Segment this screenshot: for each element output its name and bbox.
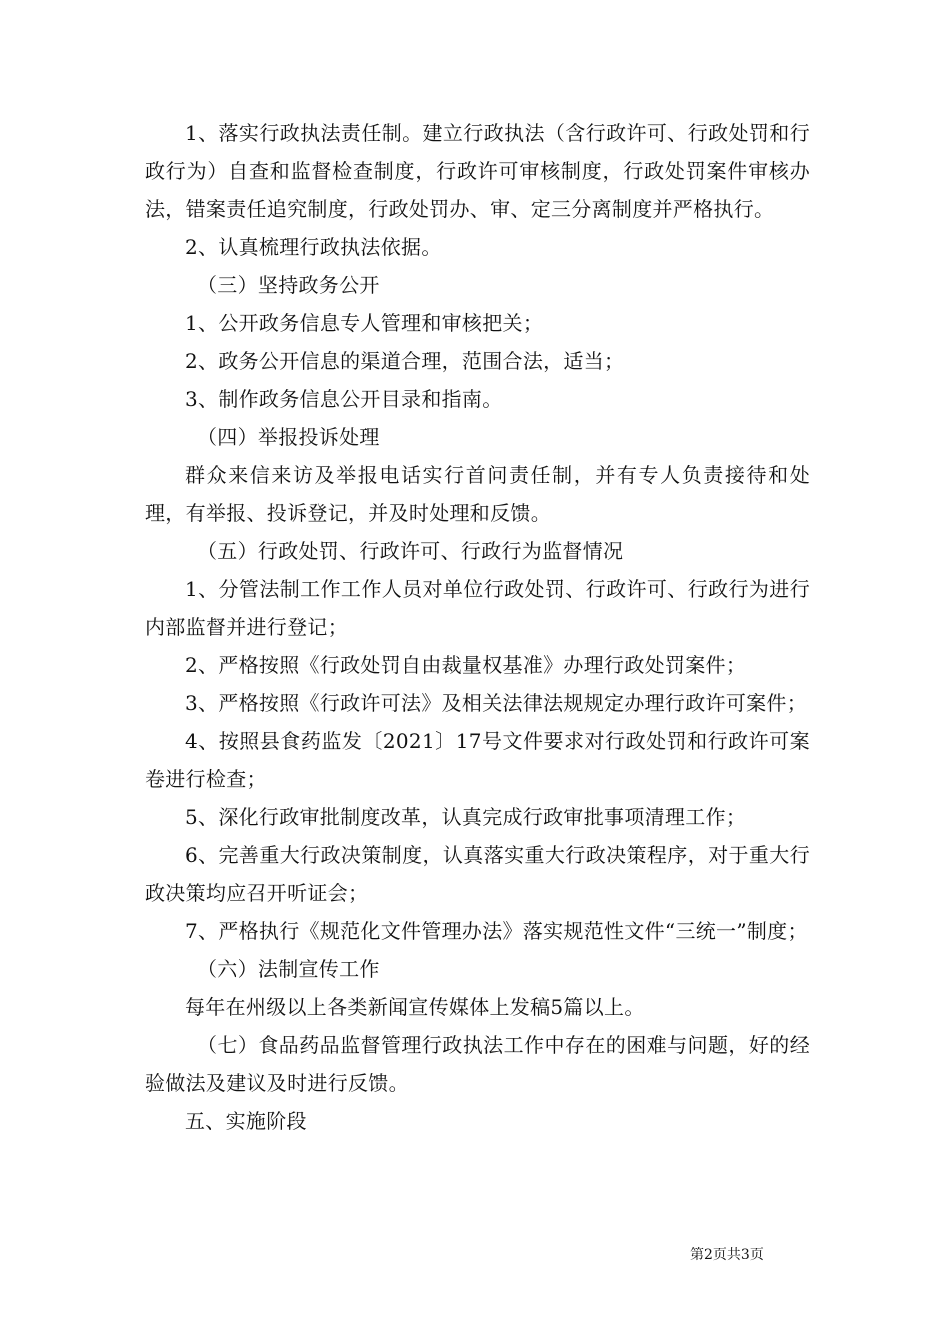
paragraph-18: 每年在州级以上各类新闻宣传媒体上发稿5篇以上。 (185, 995, 645, 1019)
section-heading-3: （三）坚持政务公开 (197, 273, 380, 297)
paragraph-10: 1、分管法制工作工作人员对单位行政处罚、行政许可、行政行为进行内部监督并进行登记； (145, 577, 810, 639)
paragraph-8: 群众来信来访及举报电话实行首问责任制，并有专人负责接待和处理，有举报、投诉登记，并及时处理和反馈。 (145, 463, 810, 525)
page-number: 第2页共3页 (690, 1247, 764, 1263)
document-body (145, 114, 810, 1140)
paragraph-13: 4、按照县食药监发〔2021〕17号文件要求对行政处罚和行政许可案卷进行检查； (145, 729, 810, 791)
section-heading-4: （四）举报投诉处理 (197, 425, 380, 449)
paragraph-6: 3、制作政务信息公开目录和指南。 (185, 387, 503, 411)
paragraph-1: 1、落实行政执法责任制。建立行政执法（含行政许可、行政处罚和行政行为）自查和监督检查制度，行政许可审核制度，行政处罚案件审核办法，错案责任追究制度，行政处罚办、审、定三分离制度并严格执行。 (145, 121, 810, 221)
paragraph-2: 2、认真梳理行政执法依据。 (185, 235, 442, 259)
paragraph-15: 6、完善重大行政决策制度，认真落实重大行政决策程序，对于重大行政决策均应召开听证会； (145, 843, 810, 905)
paragraph-4: 1、公开政务信息专人管理和审核把关； (185, 311, 544, 335)
section-heading-5: （五）行政处罚、行政许可、行政行为监督情况 (197, 539, 624, 563)
paragraph-5: 2、政务公开信息的渠道合理，范围合法，适当； (185, 349, 625, 373)
section-heading-6: （六）法制宣传工作 (197, 957, 380, 981)
section-heading-7: （七）食品药品监督管理行政执法工作中存在的困难与问题，好的经验做法及建议及时进行反馈。 (145, 1033, 810, 1095)
paragraph-11: 2、严格按照《行政处罚自由裁量权基准》办理行政处罚案件； (185, 653, 747, 677)
paragraph-20: 五、实施阶段 (185, 1109, 307, 1133)
paragraph-14: 5、深化行政审批制度改革，认真完成行政审批事项清理工作； (185, 805, 747, 829)
paragraph-12: 3、严格按照《行政许可法》及相关法律法规规定办理行政许可案件； (185, 691, 808, 715)
paragraph-16: 7、严格执行《规范化文件管理办法》落实规范性文件“三统一”制度； (185, 919, 808, 943)
